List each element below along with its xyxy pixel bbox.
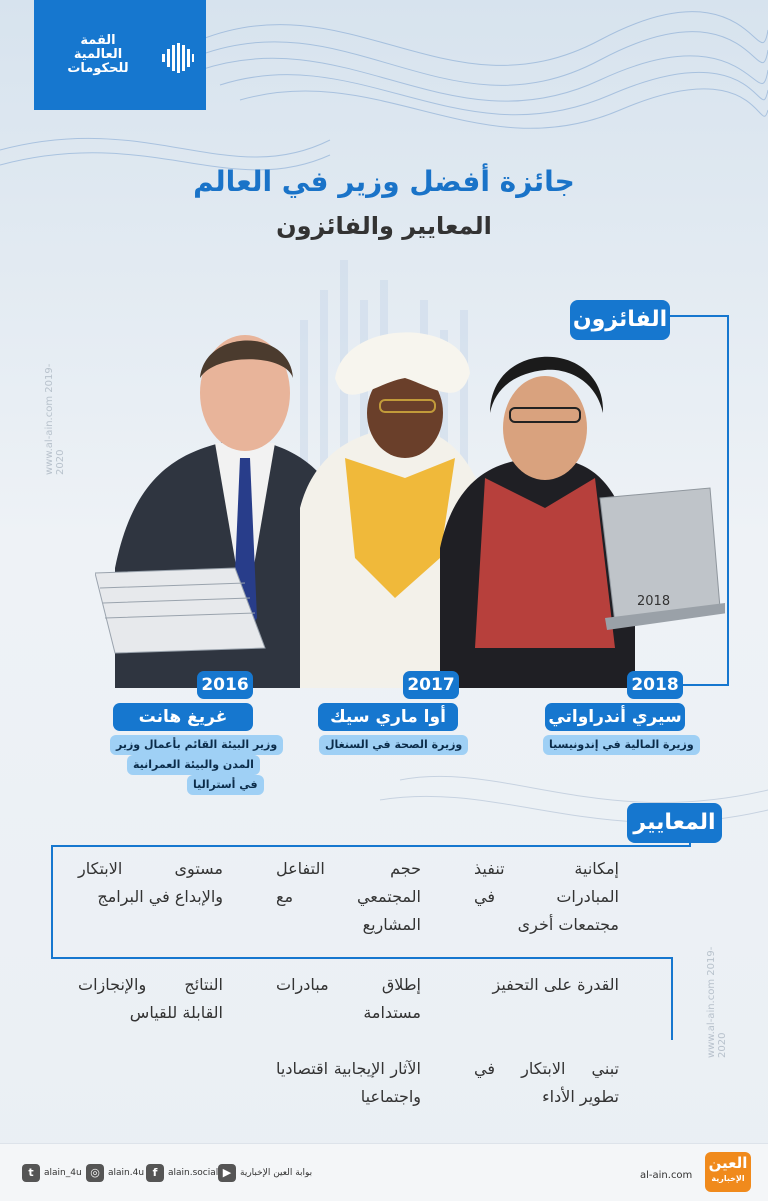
winner-role-2018: وزيرة المالية في إندونيسيا — [543, 735, 700, 755]
logo-line2: العالمية — [73, 47, 123, 62]
criterion-5: إطلاق مبادرات مستدامة — [276, 975, 421, 1022]
criterion-8: الآثار الإيجابية اقتصاديا واجتماعيا — [276, 1059, 421, 1106]
winner-role-2016-line3: في أستراليا — [187, 775, 264, 795]
criterion-2: حجم التفاعل المجتمعي مع المشاريع — [276, 859, 421, 934]
footer-youtube[interactable] — [218, 1164, 312, 1182]
footer-twitter[interactable] — [22, 1164, 82, 1182]
footer-url[interactable]: al-ain.com — [640, 1170, 693, 1181]
winner-role-2017: وزيرة الصحة في السنغال — [319, 735, 468, 755]
youtube-channel: بوابة العين الإخبارية — [240, 1168, 313, 1178]
watermark-years: 2019-2020 — [706, 946, 728, 1058]
alain-brand: العين — [708, 1154, 748, 1172]
facebook-icon: f — [146, 1164, 164, 1182]
watermark-years: 2019-2020 — [44, 363, 66, 475]
criterion-3: مستوى الابتكار والإبداع في البرامج — [78, 859, 223, 906]
winners-photo — [95, 318, 725, 688]
criterion-6: النتائج والإنجازات القابلة للقياس — [78, 975, 223, 1022]
youtube-icon: ▶ — [218, 1164, 236, 1182]
winner-photo-2018 — [440, 357, 725, 688]
plaque-year: 2018 — [637, 594, 671, 609]
winner-role-2016-line2: المدن والبيئة العمرانية — [127, 755, 260, 775]
page-subtitle: المعايير والفائزون — [276, 212, 492, 240]
page-title: جائزة أفضل وزير في العالم — [193, 165, 575, 198]
criteria-heading: المعايير — [627, 803, 722, 843]
instagram-icon: ◎ — [86, 1164, 104, 1182]
criterion-7: تبني الابتكار في تطوير الأداء — [474, 1059, 619, 1106]
winner-role-2016-line1: وزير البيئة القائم بأعمال وزير — [110, 735, 283, 755]
winner-name-2018: سيري أندراواتي — [545, 703, 685, 731]
twitter-handle: alain_4u — [44, 1168, 82, 1178]
watermark-site: www.al-ain.com — [44, 395, 55, 475]
winner-name-2016: غريغ هانت — [113, 703, 253, 731]
alain-logo — [705, 1152, 751, 1192]
criterion-1: إمكانية تنفيذ المبادرات في مجتمعات أخرى — [474, 859, 619, 934]
alain-brand-sub: الإخبارية — [711, 1174, 745, 1183]
watermark-site: www.al-ain.com — [706, 978, 717, 1058]
year-2016: 2016 — [197, 671, 253, 699]
logo-line3: للحكومات — [67, 61, 129, 76]
facebook-handle: alain.social — [168, 1168, 219, 1178]
winners-heading: الفائزون — [570, 300, 670, 340]
year-2018: 2018 — [627, 671, 683, 699]
year-2017: 2017 — [403, 671, 459, 699]
criterion-4: القدرة على التحفيز — [492, 975, 619, 994]
footer-instagram[interactable] — [86, 1164, 144, 1182]
instagram-handle: alain.4u — [108, 1168, 145, 1178]
logo-line1: القمة — [80, 33, 116, 48]
twitter-icon: t — [22, 1164, 40, 1182]
footer-facebook[interactable] — [146, 1164, 218, 1182]
winner-name-2017: أوا ماري سيك — [318, 703, 458, 731]
